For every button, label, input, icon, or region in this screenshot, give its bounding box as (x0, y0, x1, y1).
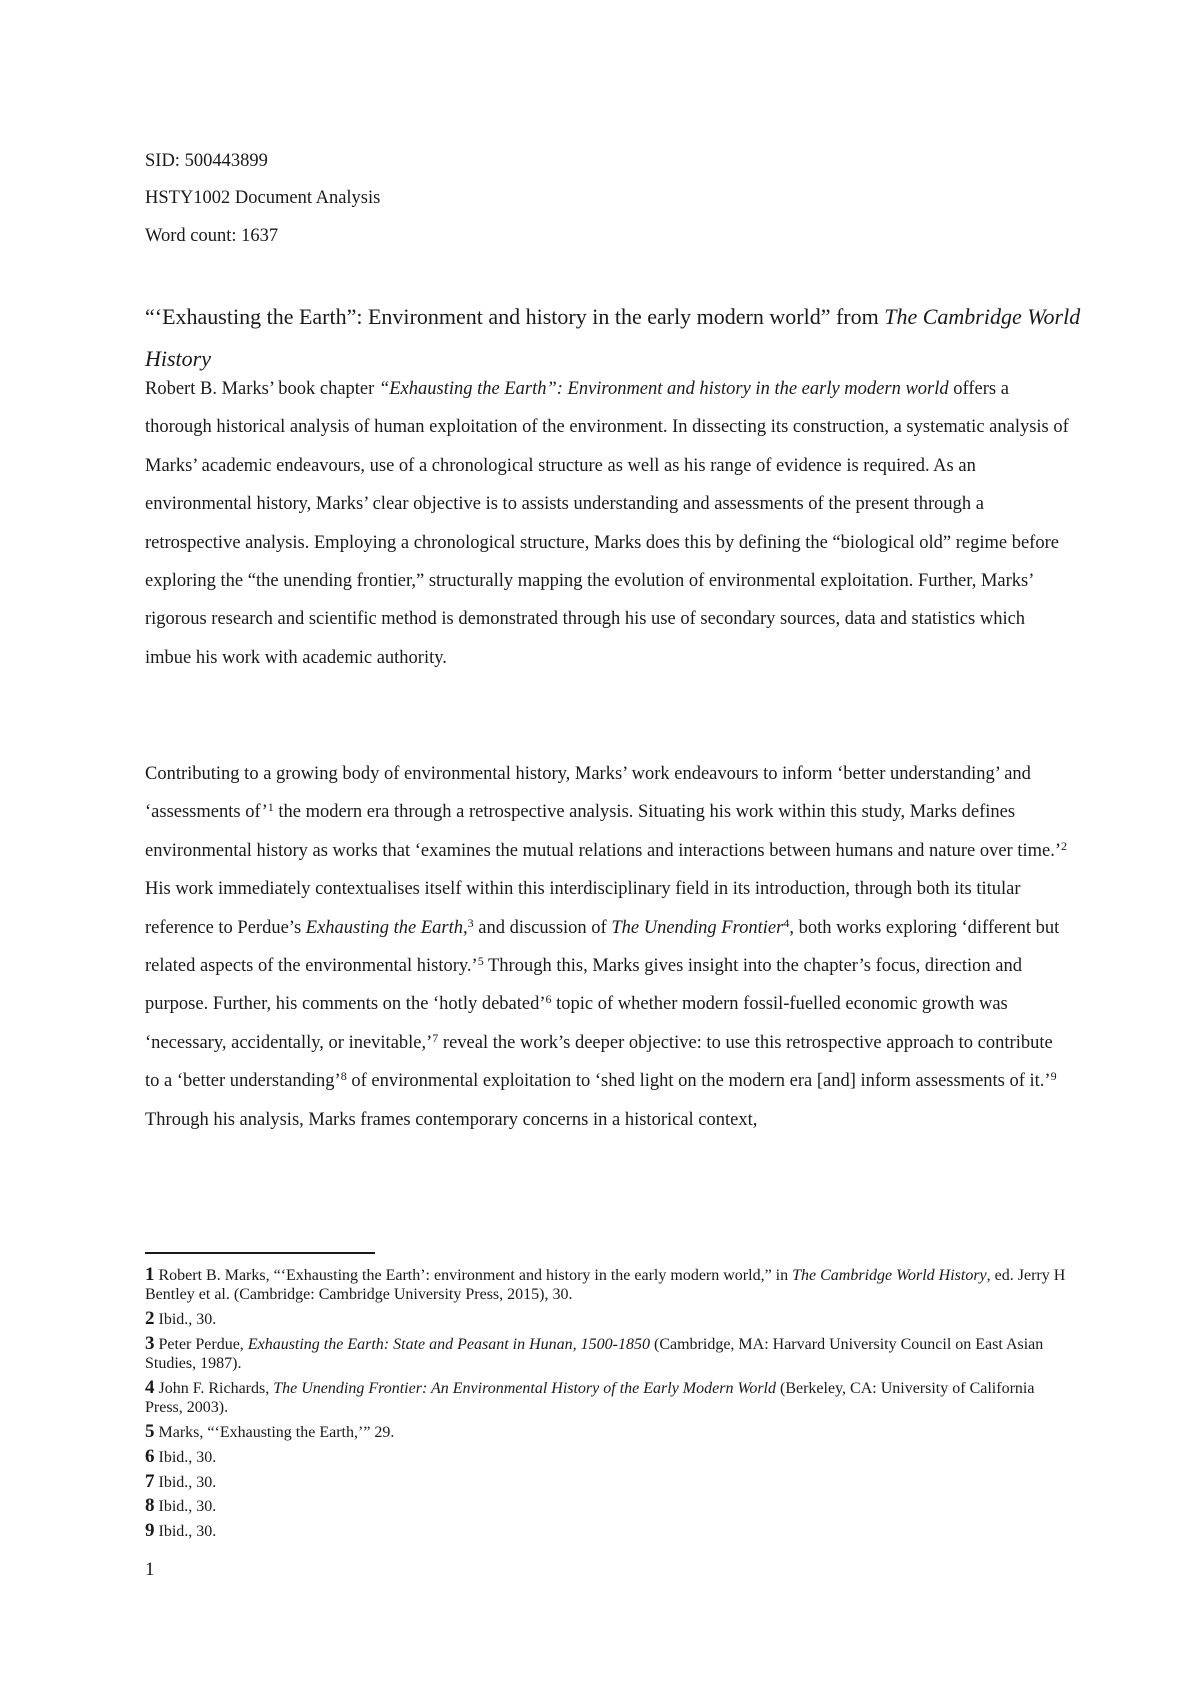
footnote-text: Ibid., 30. (154, 1448, 217, 1466)
footnote-number: 6 (145, 1445, 155, 1467)
footnote-number: 2 (145, 1308, 155, 1330)
footnote-8 (145, 1496, 1075, 1516)
footnote-ref-5[interactable]: 5 (477, 954, 484, 969)
paragraph-text: the modern era through a retrospective analysis. Situating his work within this study, Marks defines environmental history as works that ‘examines the mutual relations and interactions between humans and nature over time.’ (145, 802, 1061, 861)
footnote-number: 9 (145, 1520, 155, 1542)
footnote-text: , ed. Jerry H Bentley et al. (Cambridge: Cambridge University Press, 2015), 30. (145, 1267, 1066, 1304)
footnote-number: 4 (145, 1376, 155, 1398)
footnote-ref-1[interactable]: 1 (267, 800, 274, 815)
word-count: Word count: 1637 (145, 226, 279, 246)
intro-body: offers a thorough historical analysis of human exploitation of the environment. In dissecting its construction, a systematic analysis of Marks’ academic endeavours, use of a chronological structure as well as his range of evidence is required. As an environmental history, Marks’ clear objective is to assists understanding and assessments of the present through a retrospective analysis. Employing a chronological structure, Marks does this by defining the “biological old” regime before exploring the “the unending frontier,” structurally mapping the evolution of environmental exploitation. Further, Marks’ rigorous research and scientific method is demonstrated through his use of secondary sources, data and statistics which imbue his work with academic authority. (145, 379, 1069, 668)
body-paragraph-1 (145, 755, 1070, 1139)
footnote-ref-9[interactable]: 9 (1050, 1069, 1057, 1084)
footnote-text: Robert B. Marks, “‘Exhausting the Earth’: environment and history in the early modern world,” in (154, 1267, 793, 1284)
footnote-text: (Cambridge, MA: Harvard University Council on East Asian Studies, 1987). (145, 1335, 1044, 1373)
footnote-ref-8[interactable]: 8 (340, 1069, 347, 1084)
footnote-title: The Cambridge World History (792, 1267, 987, 1284)
course-title: HSTY1002 Document Analysis (145, 188, 381, 208)
cited-title-unending: The Unending Frontier (611, 917, 784, 938)
footnote-6 (145, 1447, 1075, 1467)
footnote-ref-2[interactable]: 2 (1061, 838, 1067, 853)
footnote-text: Marks, “‘Exhausting the Earth,’” 29. (154, 1424, 395, 1442)
paragraph-text: His work immediately contextualises itself within this interdisciplinary field in its introduction, through both its titular reference to Perdue’s (145, 879, 1021, 938)
paragraph-text: Contributing to a growing body of environmental history, Marks’ work endeavours to inform ‘better understanding’ and ‘assessments of’ (145, 764, 1031, 823)
footnote-number: 7 (145, 1470, 155, 1492)
footnote-ref-6[interactable]: 6 (545, 992, 552, 1007)
footnote-7 (145, 1472, 1075, 1492)
footnote-text: Ibid., 30. (154, 1523, 217, 1541)
footnote-4 (145, 1378, 1075, 1418)
paragraph-text: , both works exploring ‘different but related aspects of the environmental history.’ (145, 917, 1060, 977)
paragraph-text: reveal the work’s deeper objective: to use this retrospective approach to contribute to a ‘better understanding’ (145, 1032, 1053, 1092)
footnote-number: 8 (145, 1495, 155, 1517)
footnote-text: Peter Perdue, (154, 1335, 248, 1353)
footnote-9 (145, 1521, 1075, 1541)
footnote-3 (145, 1334, 1075, 1374)
footnote-ref-3[interactable]: 3 (467, 915, 474, 930)
footnote-number: 1 (145, 1264, 155, 1285)
essay-title-book: The Cambridge World History (145, 304, 1081, 371)
footnote-text: (Berkeley, CA: University of California Press, 2003). (145, 1379, 1035, 1417)
footnote-2 (145, 1309, 1075, 1329)
intro-paragraph (145, 370, 1070, 677)
footnote-text: Ibid., 30. (154, 1498, 217, 1516)
footnote-1 (145, 1265, 1075, 1305)
paragraph-text: of environmental exploitation to ‘shed light on the modern era [and] inform assessments of it.’ (346, 1071, 1051, 1092)
footnote-divider (145, 1252, 375, 1254)
essay-title-text: “‘Exhausting the Earth”: Environment and history in the early modern world” from (145, 304, 885, 329)
footnote-title: Exhausting the Earth: State and Peasant in Hunan, 1500-1850 (247, 1335, 650, 1353)
footnote-title: The Unending Frontier: An Environmental History of the Early Modern World (273, 1379, 776, 1397)
intro-lead: Robert B. Marks’ book chapter (145, 379, 379, 399)
paragraph-text: topic of whether modern fossil-fuelled economic growth was ‘necessary, accidentally, or inevitable,’ (145, 994, 1008, 1053)
footnote-text: Ibid., 30. (154, 1311, 217, 1329)
footnote-number: 3 (145, 1332, 155, 1354)
paragraph-text: Through this, Marks gives insight into the chapter’s focus, direction and purpose. Further, his comments on the ‘hotly debated’ (145, 956, 1023, 1015)
footnote-5 (145, 1422, 1075, 1442)
footnote-ref-7[interactable]: 7 (432, 1030, 439, 1045)
footnote-ref-4[interactable]: 4 (783, 915, 790, 930)
student-id: SID: 500443899 (145, 151, 268, 171)
footnotes (145, 1265, 1075, 1546)
cited-title-exhausting: Exhausting the Earth, (305, 917, 468, 938)
footnote-text: John F. Richards, (154, 1379, 274, 1397)
footnote-text: Ibid., 30. (154, 1473, 217, 1491)
page-number: 1 (145, 1559, 155, 1580)
essay-title (145, 296, 1090, 380)
paragraph-text: and discussion of (473, 917, 612, 938)
intro-chapter-title: “Exhausting the Earth”: Environment and history in the early modern world (378, 379, 949, 399)
paragraph-text: Through his analysis, Marks frames contemporary concerns in a historical context, (145, 1109, 758, 1130)
footnote-number: 5 (145, 1421, 155, 1443)
